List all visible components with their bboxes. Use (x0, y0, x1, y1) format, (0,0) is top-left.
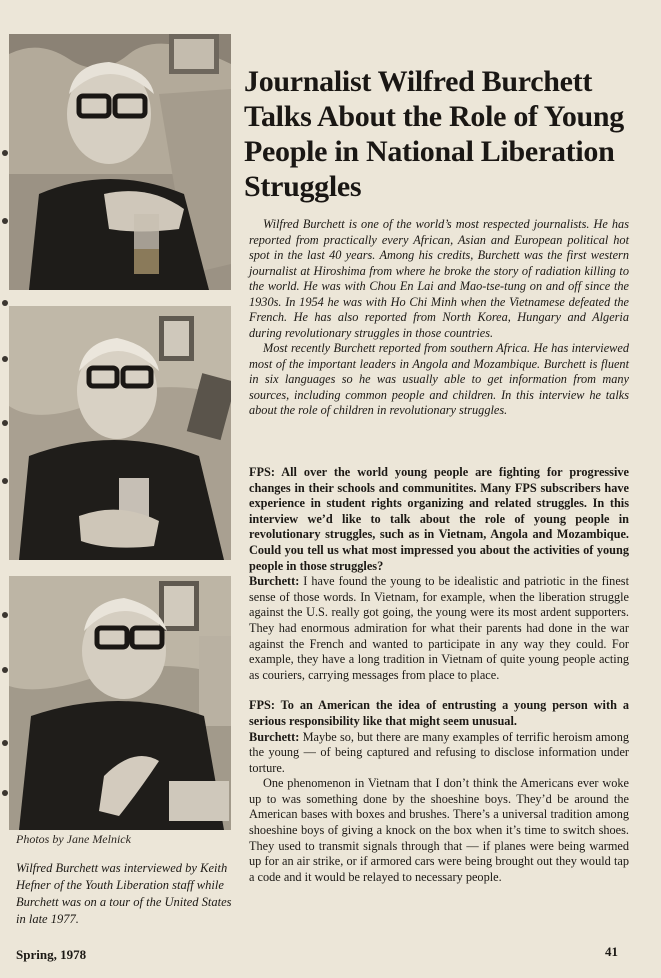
intro-paragraph: Most recently Burchett reported from southern Africa. He has interviewed most of the important leaders in Angola and Mozambique. Burchett is fluent in six languages so he was usually able to get information from many sources, including common people and children. In this interview he talks about the role of children in revolutionary struggles. (249, 341, 629, 417)
answer-paragraph: One phenomenon in Vietnam that I don’t think the Americans ever woke up to was something done by the shoeshine boys. They’d be around the American bases with boxes and brushes. There’s a universal tradition among shoeshine boys of giving a knock on the box when it’s time to switch shoes. They used to transmit signals through that — if planes were being warmed up for an air strike, or if armored cars were being brought out they would tap a code and it would be relayed to necessary people. (249, 776, 629, 884)
photo-burchett-3 (9, 576, 231, 830)
binding-hole (2, 300, 8, 306)
binding-hole (2, 150, 8, 156)
interview-body (249, 465, 629, 885)
intro-paragraph: Wilfred Burchett is one of the world’s most respected journalists. He has reported from practically every African, Asian and European political hot spot in the last 40 years. Among his credits, Burchett was the first western journalist at Hiroshima from where he broke the story of radiation killing to the world. He was with Chou En Lai and Mao-tse-tung on and off since the 1930s. In 1954 he was with Ho Chi Minh when the Vietnamese defeated the French. He has also reported from North Korea, Hungary and Algeria during revolutionary struggles in those countries. (249, 217, 629, 340)
binding-hole (2, 478, 8, 484)
answer-text: Maybe so, but there are many examples of terrific heroism among the young — of being captured and refusing to disclose information under torture. (249, 729, 629, 775)
answer-text: I have found the young to be idealistic and patriotic in the finest sense of those words. In Vietnam, for example, when the liberation struggle against the U.S. really got going, the young were its most ardent supporters. They had enormous admiration for what their parents had done in the war against the French and wanted to participate in any way they could. For example, they have a long tradition in Vietnam of quite young people acting as couriers, carrying messages from place to place. (249, 574, 629, 682)
interview-question: FPS: To an American the idea of entrusting a young person with a serious responsibility like that might seem unusual. (249, 698, 629, 728)
photo-burchett-2 (9, 306, 231, 560)
binding-hole (2, 612, 8, 618)
binding-hole (2, 420, 8, 426)
binding-hole (2, 667, 8, 673)
paragraph-gap (249, 683, 629, 698)
binding-hole (2, 356, 8, 362)
page-number: 41 (605, 944, 618, 959)
speaker-label: Burchett: (249, 729, 300, 744)
article-headline: Journalist Wilfred Burchett Talks About the Role of Young People in National Liberation Struggles (244, 65, 625, 203)
interview-question: FPS: All over the world young people are fighting for progressive changes in their schools and communitites. Many FPS subscribers have experience in student rights organizing and related struggles. In this interview we’d like to talk about the role of young people in revolutionary struggles, such as in Vietnam, Angola and Mozambique. Could you tell us what most impressed you about the activities of young people in those struggles? (249, 465, 629, 573)
binding-hole (2, 740, 8, 746)
speaker-label: Burchett: (249, 574, 300, 589)
photo-credit: Photos by Jane Melnick (16, 832, 131, 846)
photo-caption: Wilfred Burchett was interviewed by Keith Hefner of the Youth Liberation staff while Burchett was on a tour of the United States in late 1977. (16, 861, 232, 926)
photo-burchett-1 (9, 34, 231, 290)
interview-answer (249, 574, 629, 683)
issue-date: Spring, 1978 (16, 947, 87, 962)
binding-hole (2, 790, 8, 796)
article-intro (249, 217, 629, 419)
interview-answer (249, 730, 629, 777)
binding-hole (2, 218, 8, 224)
